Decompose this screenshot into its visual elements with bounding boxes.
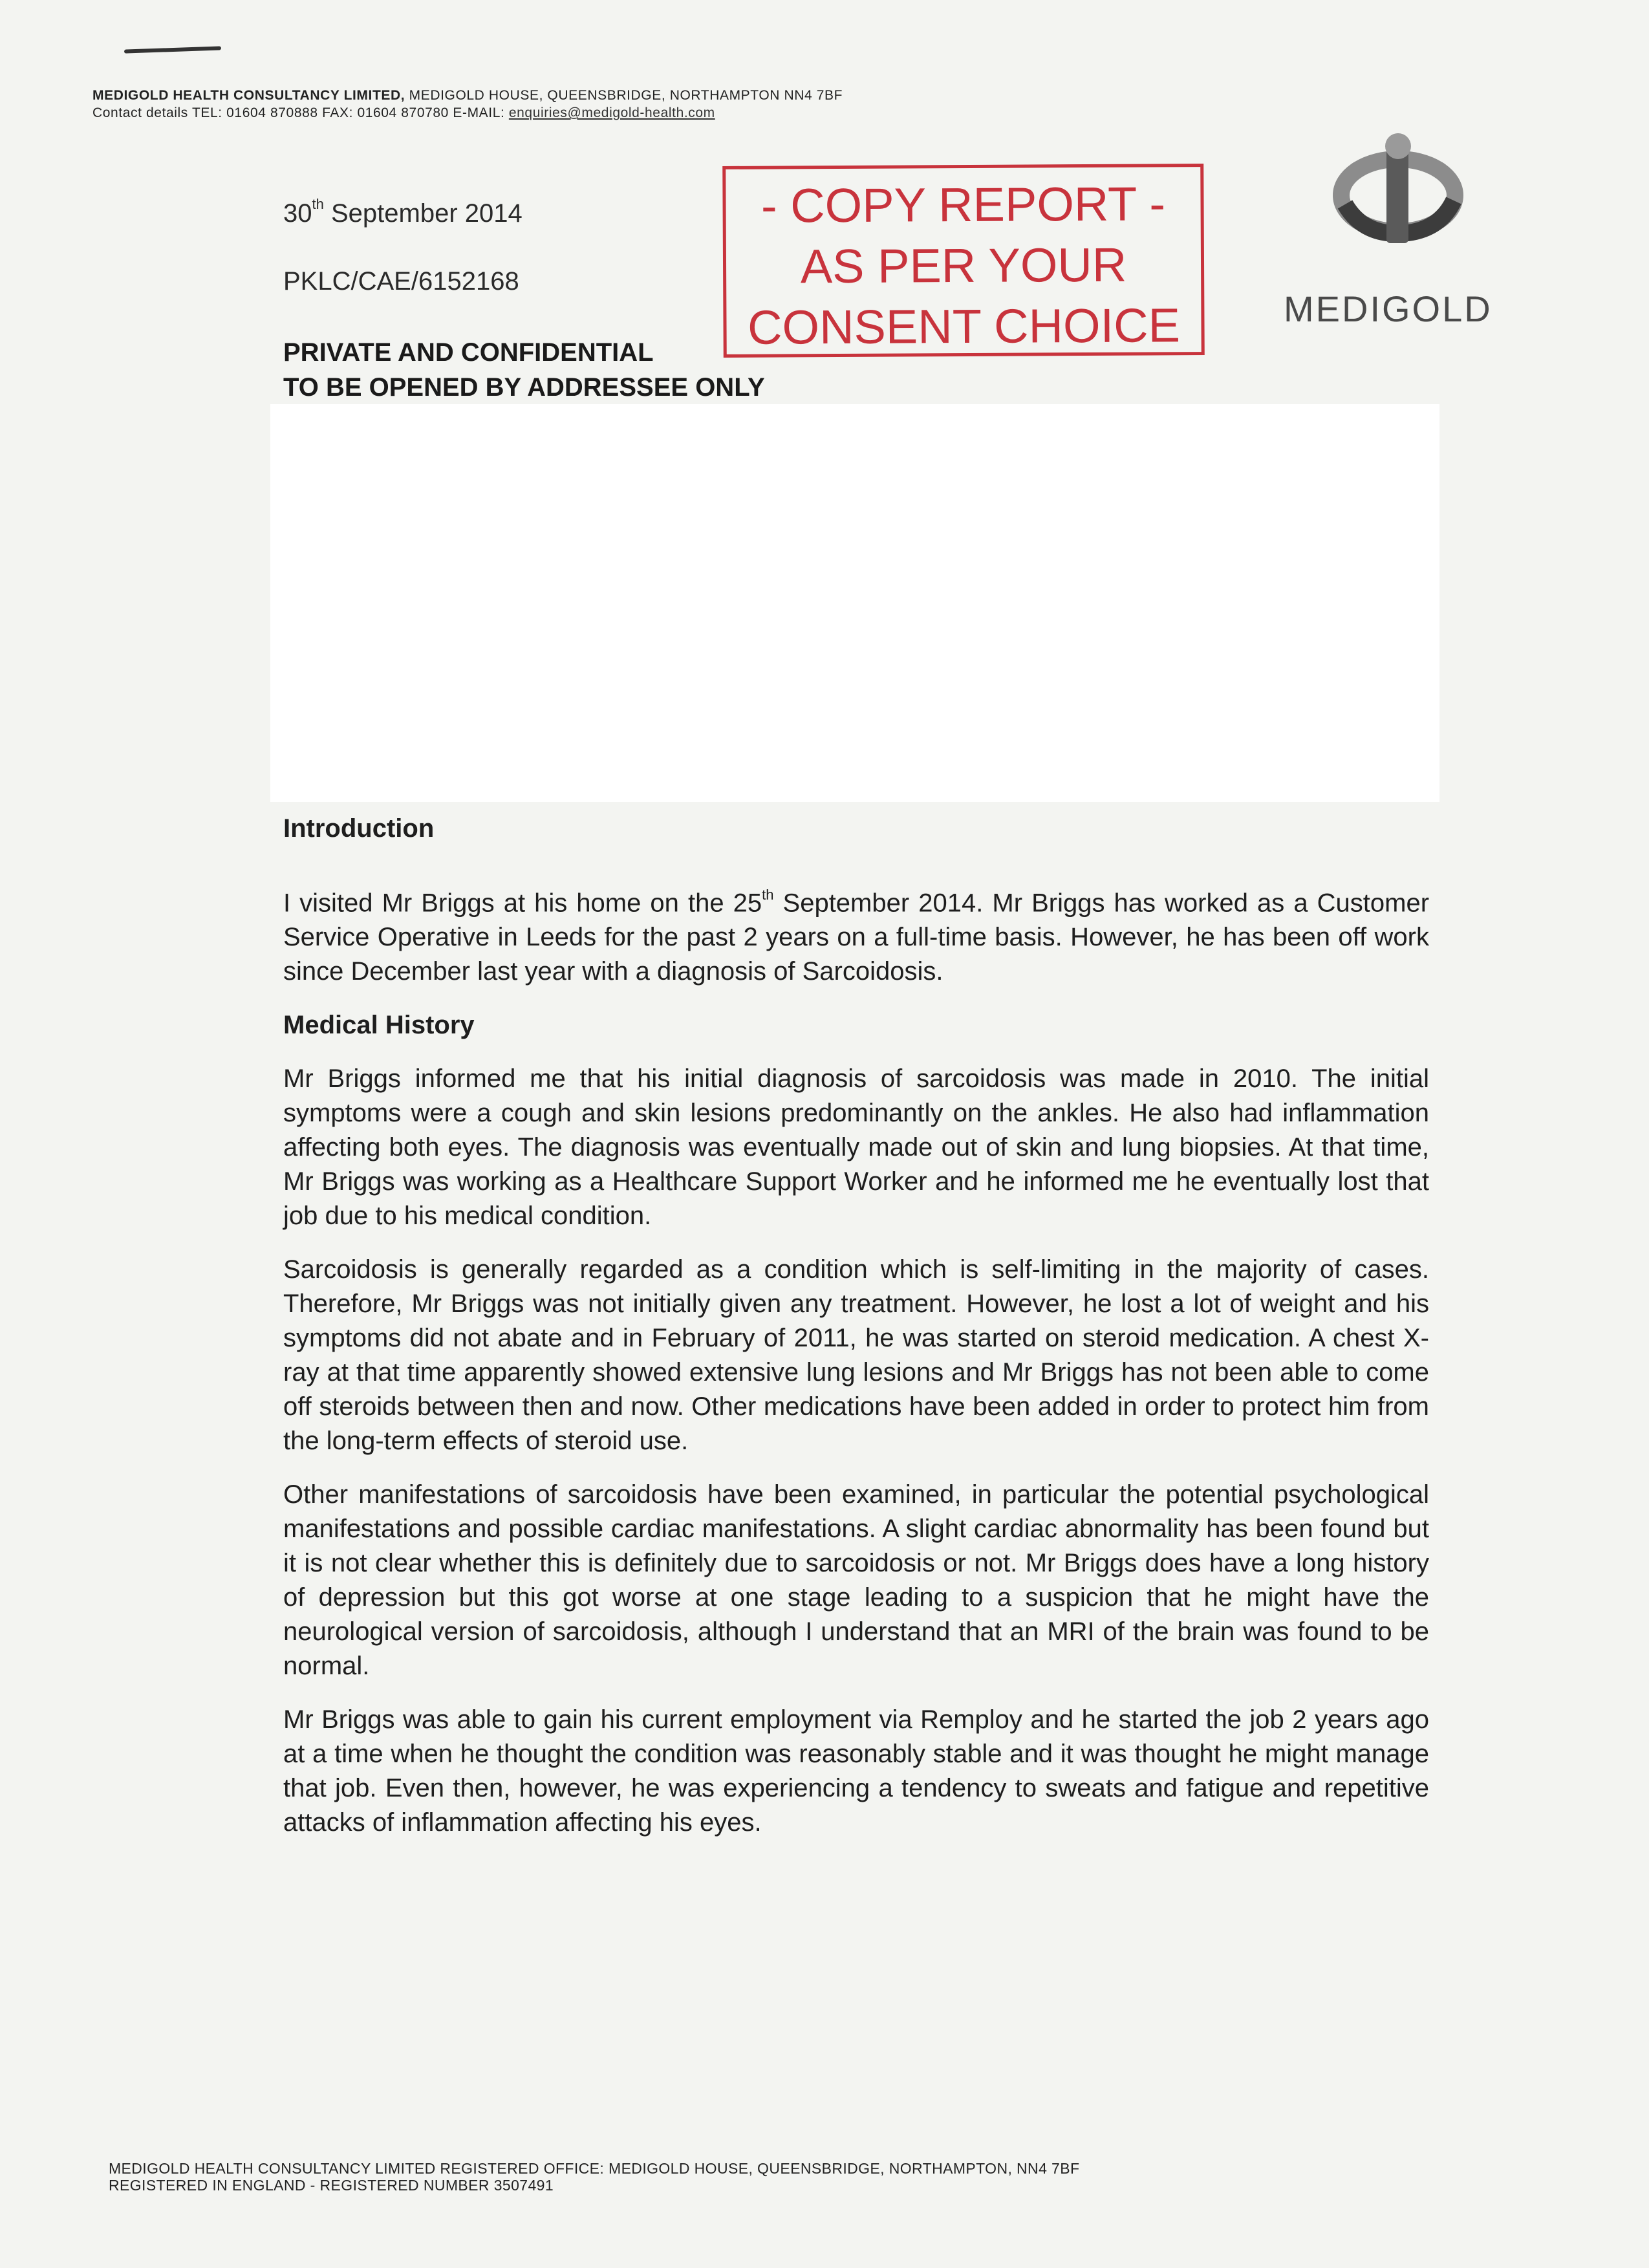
medical-history-paragraph-2: Sarcoidosis is generally regarded as a condition which is self-limiting in the majority of cases. Therefore, Mr Briggs was not initially given any treatment. However, he lost a lot of weight and his symptoms did not abate and in February of 2011, he was started on steroid medication. A chest X-ray at that time apparently showed extensive lung lesions and Mr Briggs has not been able to come off steroids between then and now. Other medications have been added in order to protect him from the long-term effects of steroid use. (283, 1255, 1429, 1456)
letterhead-address: MEDIGOLD HOUSE, QUEENSBRIDGE, NORTHAMPTON NN4 7BF (405, 88, 843, 103)
scan-mark (124, 46, 221, 53)
medical-history-paragraph-3: Other manifestations of sarcoidosis have been examined, in particular the potential psychological manifestations and possible cardiac manifestations. A slight cardiac abnormality has been found but it is not clear whether this is definitely due to sarcoidosis or not. Mr Briggs does have a long history of depression but this got worse at one stage leading to a suspicion that he might have the neurological version of sarcoidosis, although I understand that an MRI of the brain was found to be normal. (283, 1480, 1429, 1681)
private-confidential-notice: PRIVATE AND CONFIDENTIAL TO BE OPENED BY ADDRESSEE ONLY (283, 338, 765, 402)
letterhead-contact: Contact details TEL: 01604 870888 FAX: 01604 870780 E-MAIL: (92, 105, 509, 120)
stamp-line-3: CONSENT CHOICE (747, 298, 1181, 354)
letterhead (92, 87, 843, 122)
introduction-paragraph: I visited Mr Briggs at his home on the 25th September 2014. Mr Briggs has worked as a Customer Service Operative in Leeds for the past 2 years on a full-time basis. However, he has been off work since December last year with a diagnosis of Sarcoidosis. (283, 887, 1430, 986)
footer-registration (109, 2160, 1079, 2194)
medical-history-paragraph-4: Mr Briggs was able to gain his current employment via Remploy and he started the job 2 years ago at a time when he thought the condition was reasonably stable and it was thought he might manage that job. Even then, however, he was experiencing a tendency to sweats and fatigue and repetitive attacks of inflammation affecting his eyes. (283, 1705, 1429, 1837)
redacted-address-block (270, 404, 1439, 802)
stamp-line-1: - COPY REPORT - (760, 177, 1166, 233)
letterhead-email-link[interactable]: enquiries@medigold-health.com (508, 105, 715, 120)
letterhead-company-name: MEDIGOLD HEALTH CONSULTANCY LIMITED, (92, 88, 405, 103)
footer-line-1: MEDIGOLD HEALTH CONSULTANCY LIMITED REGISTERED OFFICE: MEDIGOLD HOUSE, QUEENSBRIDGE, NORTHAMPTON, NN4 7BF (109, 2160, 1080, 2177)
copy-report-stamp (722, 164, 1205, 358)
introduction-heading: Introduction (283, 814, 435, 843)
footer-line-2: REGISTERED IN ENGLAND - REGISTERED NUMBER 3507491 (109, 2177, 554, 2194)
letterhead-company-line (92, 87, 843, 104)
medical-history-heading: Medical History (283, 1011, 475, 1040)
stamp-line-2: AS PER YOUR (800, 237, 1127, 294)
medical-history-paragraph-1: Mr Briggs informed me that his initial diagnosis of sarcoidosis was made in 2010. The initial symptoms were a cough and skin lesions predominantly on the ankles. He also had inflammation affecting both eyes. The diagnosis was eventually made out of skin and lung biopsies. At that time, Mr Briggs was working as a Healthcare Support Worker and he informed me he eventually lost that job due to his medical condition. (283, 1064, 1429, 1231)
letter-body (283, 812, 1429, 1840)
letter-reference: PKLC/CAE/6152168 (283, 267, 519, 296)
letter-date: 30th September 2014 (283, 195, 523, 228)
medigold-logo-text: MEDIGOLD (1284, 288, 1493, 329)
letterhead-contact-line (92, 104, 843, 122)
medigold-logo-icon (1326, 128, 1474, 264)
